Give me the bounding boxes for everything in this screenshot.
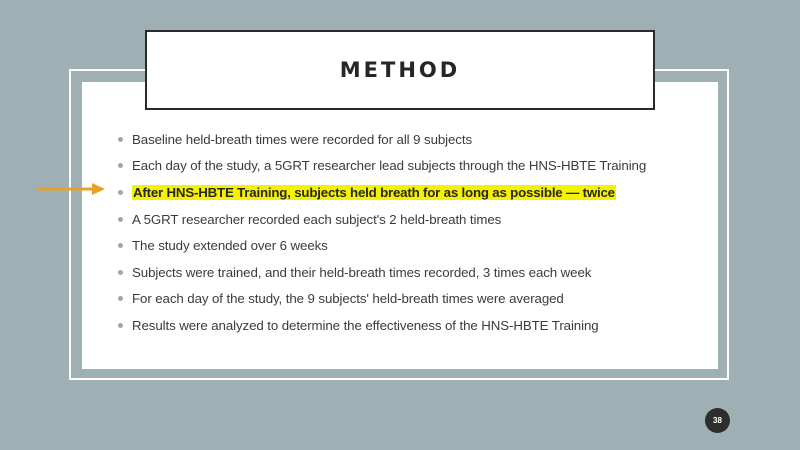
bullet-item-highlighted xyxy=(114,179,714,206)
bullet-text: The study extended over 6 weeks xyxy=(132,238,328,254)
bullet-dot-icon xyxy=(118,243,123,248)
bullet-item xyxy=(114,126,714,153)
bullet-text: Baseline held-breath times were recorded for all 9 subjects xyxy=(132,131,472,147)
bullet-item xyxy=(114,312,714,339)
title-box xyxy=(145,30,655,110)
bullet-item xyxy=(114,206,714,233)
bullet-item xyxy=(114,153,714,180)
bullet-list xyxy=(114,126,714,339)
bullet-item xyxy=(114,259,714,286)
highlighted-bullet-text: After HNS-HBTE Training, subjects held breath for as long as possible — twice xyxy=(133,184,615,200)
bullet-item xyxy=(114,286,714,313)
page-number-badge: 38 xyxy=(705,408,730,433)
slide-title: METHOD xyxy=(339,58,461,82)
bullet-dot-icon xyxy=(118,296,123,301)
bullet-dot-icon xyxy=(118,270,123,275)
arrow-right-icon xyxy=(36,182,106,196)
bullet-dot-icon xyxy=(118,163,123,168)
bullet-text: Subjects were trained, and their held-breath times recorded, 3 times each week xyxy=(132,264,592,280)
bullet-item xyxy=(114,232,714,259)
bullet-dot-icon xyxy=(118,137,123,142)
bullet-text: Results were analyzed to determine the effectiveness of the HNS-HBTE Training xyxy=(132,317,599,333)
bullet-text: A 5GRT researcher recorded each subject's 2 held-breath times xyxy=(132,211,502,227)
bullet-dot-icon xyxy=(118,217,123,222)
bullet-text: For each day of the study, the 9 subjects' held-breath times were averaged xyxy=(132,291,564,307)
bullet-dot-icon xyxy=(118,323,123,328)
bullet-text: Each day of the study, a 5GRT researcher lead subjects through the HNS-HBTE Training xyxy=(132,158,647,174)
bullet-dot-icon xyxy=(118,190,123,195)
